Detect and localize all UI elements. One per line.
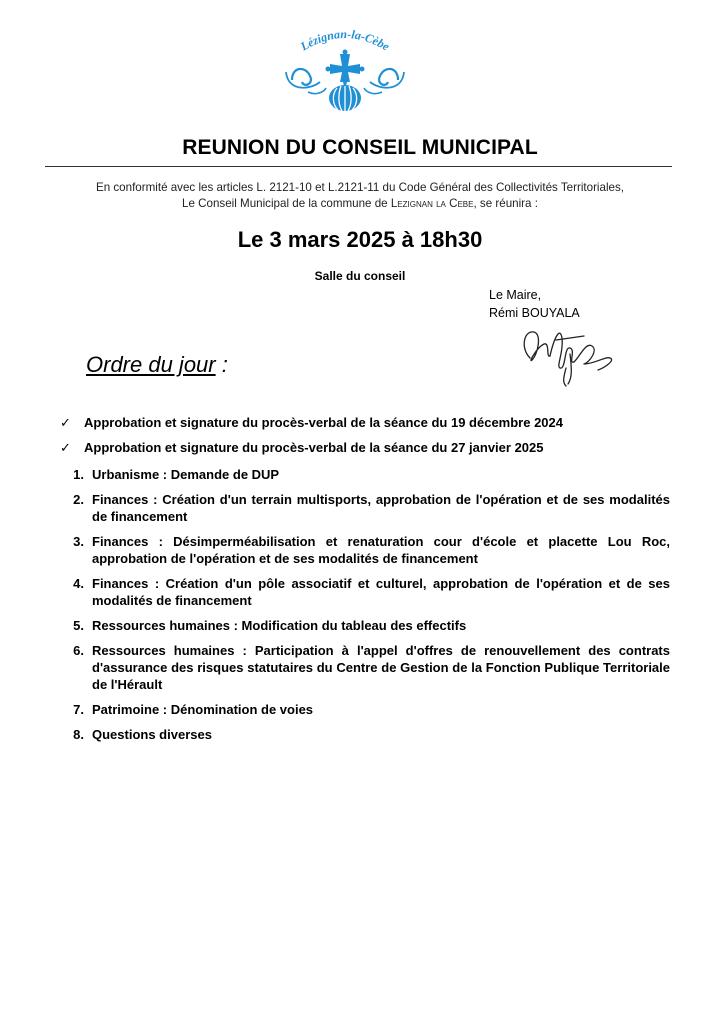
logo-town-name: Lézignan-la-Cèbe xyxy=(298,26,393,54)
agenda-item-text: Finances : Création d'un terrain multisports, approbation de l'opération et de ses modalités de financement xyxy=(92,492,670,524)
agenda-item-text: Approbation et signature du procès-verbal de la séance du 27 janvier 2025 xyxy=(84,440,544,455)
intro-line-2 xyxy=(40,196,680,212)
agenda-item-number: 3. xyxy=(73,534,84,549)
agenda-item-text: Questions diverses xyxy=(92,727,212,742)
agenda-item xyxy=(58,726,670,743)
agenda-item xyxy=(58,414,670,431)
agenda-item-text: Finances : Désimperméabilisation et renaturation cour d'école et placette Lou Roc, approbation de l'opération et de ses modalités de financement xyxy=(92,534,670,566)
agenda-heading xyxy=(86,352,228,378)
checkmark-icon: ✓ xyxy=(60,440,71,455)
agenda-item-number: 5. xyxy=(73,618,84,633)
agenda-item xyxy=(58,533,670,567)
agenda-item xyxy=(58,439,670,456)
signatory-block xyxy=(489,286,580,322)
agenda-item xyxy=(58,466,670,483)
handwritten-signature xyxy=(510,318,630,390)
page-title: REUNION DU CONSEIL MUNICIPAL xyxy=(182,136,538,159)
agenda-item-number: 1. xyxy=(73,467,84,482)
intro-paragraph xyxy=(40,180,680,212)
agenda-item-text: Approbation et signature du procès-verbal de la séance du 19 décembre 2024 xyxy=(84,415,563,430)
checkmark-icon: ✓ xyxy=(60,415,71,430)
commune-name: Lezignan la Cebe xyxy=(390,197,474,210)
agenda-item xyxy=(58,575,670,609)
agenda-item-number: 4. xyxy=(73,576,84,591)
agenda-item-text: Patrimoine : Dénomination de voies xyxy=(92,702,314,717)
agenda-item-text: Finances : Création d'un pôle associatif et culturel, approbation de l'opération et de ses modalités de financement xyxy=(92,576,670,608)
agenda-item-number: 6. xyxy=(73,643,84,658)
agenda-item xyxy=(58,617,670,634)
agenda-item-number: 8. xyxy=(73,727,84,742)
agenda-list xyxy=(58,414,670,743)
town-crest-icon xyxy=(280,22,410,114)
town-logo xyxy=(280,22,410,114)
agenda-item-text: Ressources humaines : Participation à l'appel d'offres de renouvellement des contrats d'assurance des risques statutaires du Centre de Gestion de la Fonction Publique Territoriale de l'Hérault xyxy=(92,643,670,692)
agenda-item xyxy=(58,491,670,525)
agenda-heading-colon: : xyxy=(215,352,228,377)
agenda-item-number: 7. xyxy=(73,702,84,717)
title-divider xyxy=(45,166,672,167)
meeting-place: Salle du conseil xyxy=(314,269,406,283)
signatory-title: Le Maire, xyxy=(489,288,542,302)
agenda-heading-text: Ordre du jour xyxy=(86,352,216,377)
intro-line-1: En conformité avec les articles L. 2121-10 et L.2121-11 du Code Général des Collectivités Territoriales, xyxy=(95,181,624,194)
meeting-date: Le 3 mars 2025 à 18h30 xyxy=(237,227,483,252)
intro-line-2-suffix: , se réunira : xyxy=(473,197,538,210)
signatory-name: Rémi BOUYALA xyxy=(489,306,580,320)
agenda-item xyxy=(58,642,670,693)
intro-line-2-prefix: Le Conseil Municipal de la commune de xyxy=(182,197,391,210)
agenda-item-text: Ressources humaines : Modification du tableau des effectifs xyxy=(92,618,467,633)
agenda-item-number: 2. xyxy=(73,492,84,507)
agenda-item xyxy=(58,701,670,718)
agenda-item-text: Urbanisme : Demande de DUP xyxy=(92,467,280,482)
